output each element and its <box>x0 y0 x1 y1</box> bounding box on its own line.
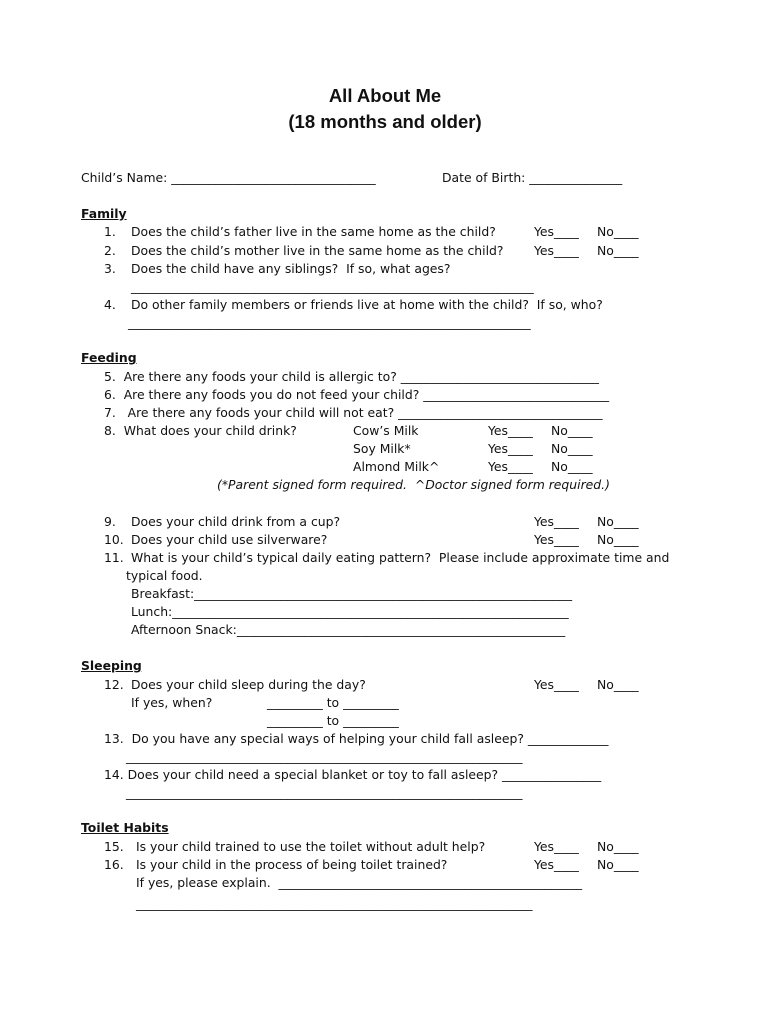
q1-yes-field[interactable]: Yes____ <box>534 224 579 239</box>
sleeping-heading: Sleeping <box>81 658 142 673</box>
drink-soy-milk-label: Soy Milk* <box>353 441 411 456</box>
q12-number: 12. <box>104 677 124 692</box>
q12-yes-field[interactable]: Yes____ <box>534 677 579 692</box>
drink-soy-milk-no[interactable]: No____ <box>551 441 593 456</box>
q16-yes-field[interactable]: Yes____ <box>534 857 579 872</box>
lunch-field[interactable]: Lunch:________________________________________________________________ <box>131 604 569 619</box>
drink-cows-milk-no[interactable]: No____ <box>551 423 593 438</box>
drink-almond-milk-no[interactable]: No____ <box>551 459 593 474</box>
q10-no-field[interactable]: No____ <box>597 532 639 547</box>
nap-time-field-2[interactable]: _________ to _________ <box>267 713 399 728</box>
q15-text: Is your child trained to use the toilet without adult help? <box>136 839 486 854</box>
drink-cows-milk-yes[interactable]: Yes____ <box>488 423 533 438</box>
q12-text: Does your child sleep during the day? <box>131 677 366 692</box>
nap-if-yes-label: If yes, when? <box>131 695 213 710</box>
q2-no-field[interactable]: No____ <box>597 243 639 258</box>
page-title: All About Me <box>328 85 442 106</box>
q3-text: Does the child have any siblings? If so, what ages? <box>131 261 451 276</box>
q10-number: 10. <box>104 532 124 547</box>
breakfast-field[interactable]: Breakfast:_____________________________________________________________ <box>131 586 573 601</box>
child-name-field[interactable]: Child’s Name: _________________________________ <box>81 170 376 185</box>
q9-yes-field[interactable]: Yes____ <box>534 514 579 529</box>
q3-answer-line[interactable]: _________________________________________________________________ <box>131 279 534 294</box>
toilet-habits-heading: Toilet Habits <box>81 820 169 835</box>
q14-field[interactable]: 14. Does your child need a special blanket or toy to fall asleep? ________________ <box>104 767 602 782</box>
q16-number: 16. <box>104 857 124 872</box>
toilet-explain-line[interactable]: ________________________________________________________________ <box>136 896 533 911</box>
q15-no-field[interactable]: No____ <box>597 839 639 854</box>
q10-yes-field[interactable]: Yes____ <box>534 532 579 547</box>
date-of-birth-field[interactable]: Date of Birth: _______________ <box>442 170 623 185</box>
q7-field[interactable]: 7. Are there any foods your child will not eat? _________________________________ <box>104 405 603 420</box>
feeding-heading: Feeding <box>81 350 137 365</box>
q9-number: 9. <box>104 514 116 529</box>
q9-text: Does your child drink from a cup? <box>131 514 341 529</box>
q15-yes-field[interactable]: Yes____ <box>534 839 579 854</box>
nap-time-field-1[interactable]: _________ to _________ <box>267 695 399 710</box>
q2-number: 2. <box>104 243 116 258</box>
drink-soy-milk-yes[interactable]: Yes____ <box>488 441 533 456</box>
q2-yes-field[interactable]: Yes____ <box>534 243 579 258</box>
q9-no-field[interactable]: No____ <box>597 514 639 529</box>
q16-text: Is your child in the process of being toilet trained? <box>136 857 448 872</box>
q3-number: 3. <box>104 261 116 276</box>
afternoon-snack-field[interactable]: Afternoon Snack:_____________________________________________________ <box>131 622 566 637</box>
q11-number: 11. <box>104 550 124 565</box>
q15-number: 15. <box>104 839 124 854</box>
q10-text: Does your child use silverware? <box>131 532 328 547</box>
drink-form-note: (*Parent signed form required. ^Doctor signed form required.) <box>217 477 610 492</box>
page-subtitle: (18 months and older) <box>288 111 482 132</box>
q16-no-field[interactable]: No____ <box>597 857 639 872</box>
q4-answer-line[interactable]: _________________________________________________________________ <box>128 315 531 330</box>
q11-text-continued: typical food. <box>126 568 203 583</box>
q4-text: Do other family members or friends live at home with the child? If so, who? <box>131 297 603 312</box>
q6-field[interactable]: 6. Are there any foods you do not feed your child? ______________________________ <box>104 387 610 402</box>
q13-answer-line[interactable]: ________________________________________________________________ <box>126 749 523 764</box>
q2-text: Does the child’s mother live in the same home as the child? <box>131 243 504 258</box>
q14-answer-line[interactable]: ________________________________________________________________ <box>126 785 523 800</box>
q1-number: 1. <box>104 224 116 239</box>
q13-field[interactable]: 13. Do you have any special ways of helping your child fall asleep? _____________ <box>104 731 609 746</box>
q1-no-field[interactable]: No____ <box>597 224 639 239</box>
q4-number: 4. <box>104 297 116 312</box>
drink-almond-milk-yes[interactable]: Yes____ <box>488 459 533 474</box>
family-heading: Family <box>81 206 127 221</box>
q12-no-field[interactable]: No____ <box>597 677 639 692</box>
toilet-explain-field[interactable]: If yes, please explain. _________________________________________________ <box>136 875 583 890</box>
q11-text: What is your child’s typical daily eating pattern? Please include approximate time and <box>131 550 670 565</box>
q8-text: 8. What does your child drink? <box>104 423 297 438</box>
drink-cows-milk-label: Cow’s Milk <box>353 423 419 438</box>
q5-field[interactable]: 5. Are there any foods your child is allergic to? ________________________________ <box>104 369 600 384</box>
q1-text: Does the child’s father live in the same home as the child? <box>131 224 496 239</box>
drink-almond-milk-label: Almond Milk^ <box>353 459 440 474</box>
